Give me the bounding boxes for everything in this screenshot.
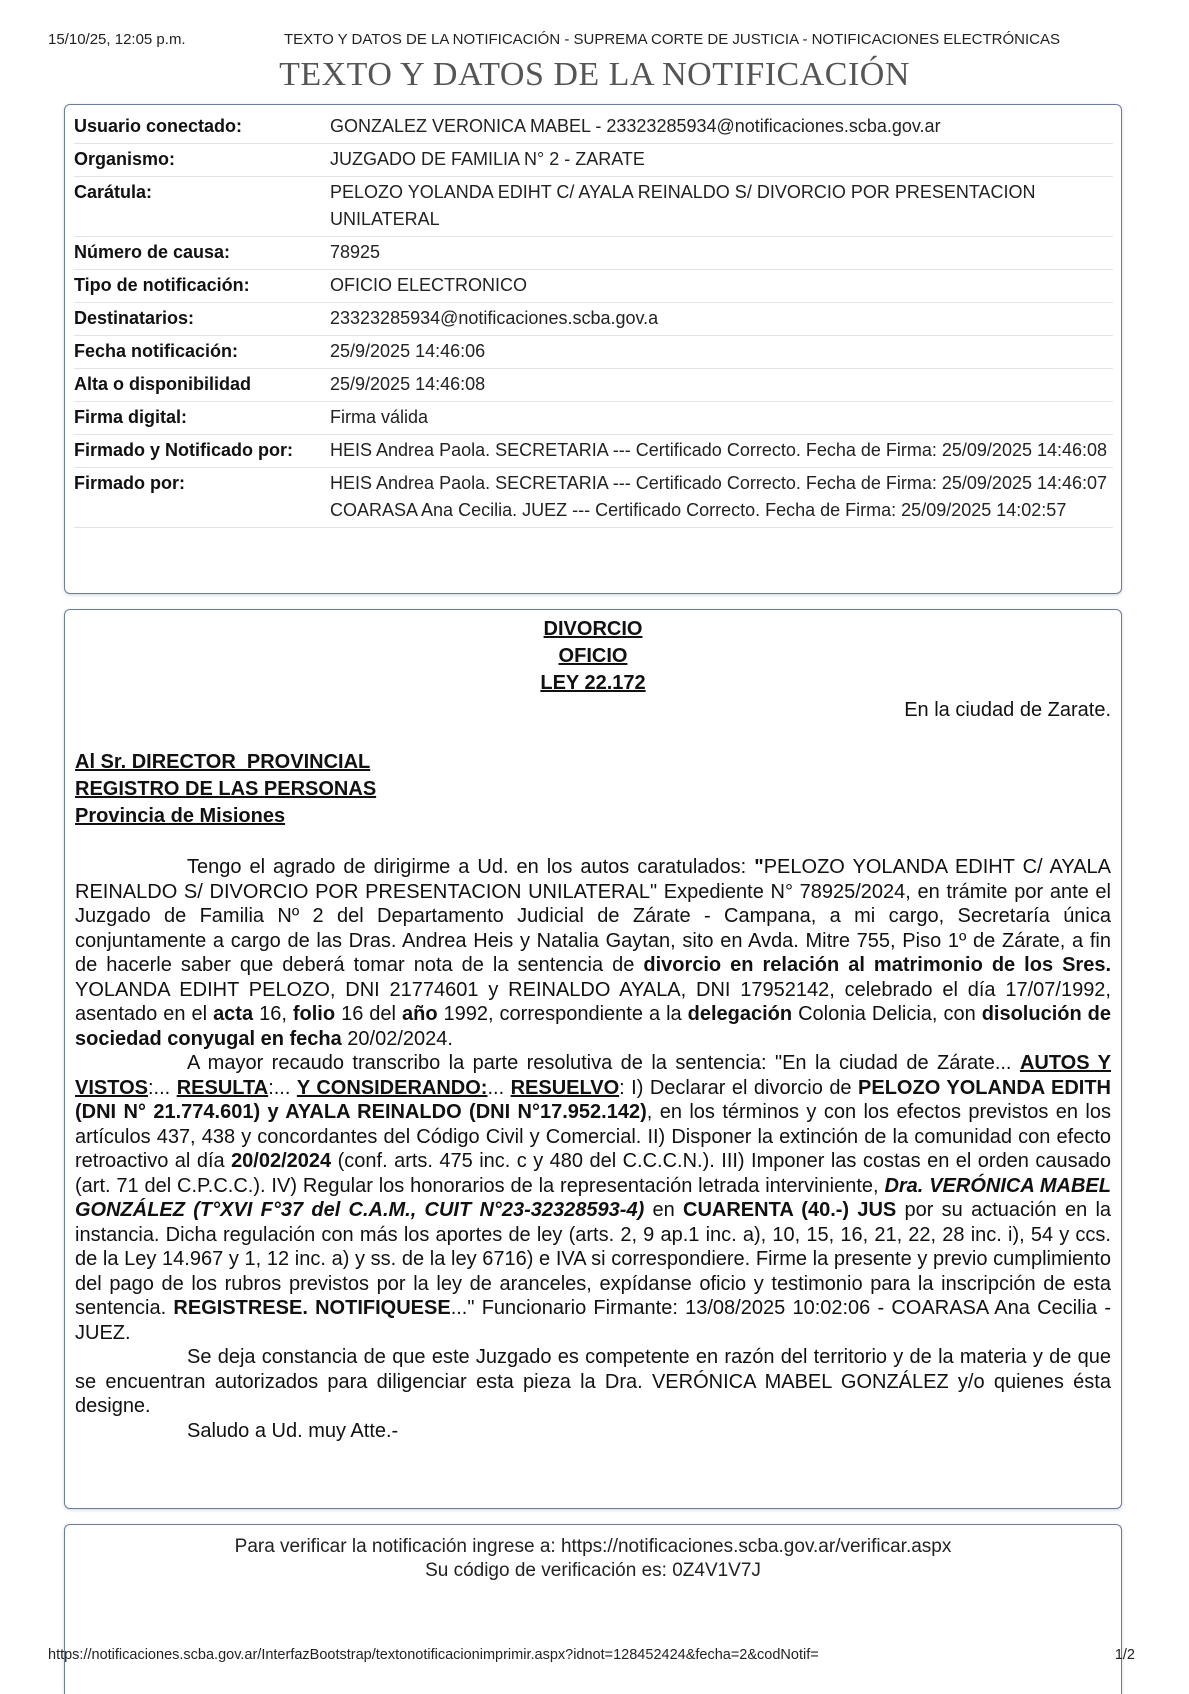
addressee-line: Provincia de Misiones — [75, 805, 286, 827]
info-label: Destinatarios: — [74, 308, 195, 328]
info-row-firmado-por — [74, 468, 1113, 528]
info-value: JUZGADO DE FAMILIA N° 2 - ZARATE — [330, 149, 645, 169]
info-label: Firmado por: — [74, 473, 185, 493]
info-value: 25/9/2025 14:46:08 — [330, 374, 486, 394]
info-row-alta — [74, 369, 1113, 402]
paragraph-1: Tengo el agrado de dirigirme a Ud. en los autos caratulados: "PELOZO YOLANDA EDIHT C/ AYALA REINALDO S/ DIVORCIO POR PRESENTACION UNILATERAL" Expediente N° 78925/2024, en trámite por ante el Juzgado de Familia Nº 2 del Departamento Judicial de Zárate - Campana, a mi cargo, Secretaría única conjuntamente a cargo de las Dras. Andrea Heis y Natalia Gaytan, sito en Avda. Mitre 755, Piso 1º de Zárate, a fin de hacerle saber que deberá tomar nota de la sentencia de divorcio en relación al matrimonio de los Sres. YOLANDA EDIHT PELOZO, DNI 21774601 y REINALDO AYALA, DNI 17952142, celebrado el día 17/07/1992, asentado en el acta 16, folio 16 del año 1992, correspondiente a la delegación Colonia Delicia, con disolución de sociedad conyugal en fecha 20/02/2024. — [75, 856, 1112, 1050]
info-label: Número de causa: — [74, 242, 231, 262]
info-value: 78925 — [330, 242, 381, 262]
info-row-firma-digital — [74, 402, 1113, 435]
info-value: 23323285934@notificaciones.scba.gov.a — [330, 308, 659, 328]
info-row-caratula — [74, 177, 1113, 237]
oficio-panel — [64, 609, 1122, 1509]
footer-url: https://notificaciones.scba.gov.ar/InterfazBootstrap/textonotificacionimprimir.aspx?idnot=128452424&fecha=2&codNotif= — [48, 1647, 819, 1663]
info-value: OFICIO ELECTRONICO — [330, 275, 528, 295]
info-label: Firmado y Notificado por: — [74, 440, 294, 460]
addressee-line: Al Sr. DIRECTOR PROVINCIAL — [75, 751, 371, 773]
heading-oficio: OFICIO — [558, 645, 628, 667]
addressee-line: REGISTRO DE LAS PERSONAS — [75, 778, 377, 800]
info-row-usuario — [74, 111, 1113, 144]
info-value: PELOZO YOLANDA EDIHT C/ AYALA REINALDO S/ DIVORCIO POR PRESENTACION UNILATERAL — [330, 182, 1036, 229]
city-line: En la ciudad de Zarate. — [904, 699, 1111, 721]
print-datetime: 15/10/25, 12:05 p.m. — [48, 31, 186, 48]
oficio-headings — [75, 616, 1111, 697]
info-label: Organismo: — [74, 149, 176, 169]
paragraph-2: A mayor recaudo transcribo la parte resolutiva de la sentencia: "En la ciudad de Zárate... AUTOS Y VISTOS:... RESULTA:... Y CONSIDERANDO:... RESUELVO: I) Declarar el divorcio de PELOZO YOLANDA EDITH (DNI N° 21.774.601) y AYALA REINALDO (DNI N°17.952.142), en los términos y con los efectos previstos en los artículos 437, 438 y concordantes del Código Civil y Comercial. II) Disponer la extinción de la comunidad con efecto retroactivo al día 20/02/2024 (conf. arts. 475 inc. c y 480 del C.C.C.N.). III) Imponer las costas en el orden causado (art. 71 del C.P.C.C.). IV) Regular los honorarios de la representación letrada interviniente, Dra. VERÓNICA MABEL GONZÁLEZ (T°XVI F°37 del C.A.M., CUIT N°23-32328593-4) en CUARENTA (40.-) JUS por su actuación en la instancia. Dicha regulación con más los aportes de ley (arts. 2, 9 ap.1 inc. a), 10, 15, 16, 21, 22, 28 inc. i), 54 y ccs. de la Ley 14.967 y 1, 12 inc. a) y ss. de la ley 6716) e IVA si correspondiere. Firme la presente y previo cumplimiento del pago de los rubros previstos por la ley de aranceles, expídanse oficio y testimonio para la inscripción de esta sentencia. REGISTRESE. NOTIFIQUESE..." Funcionario Firmante: 13/08/2025 10:02:06 - COARASA Ana Cecilia - JUEZ. — [75, 1052, 1112, 1344]
info-value: HEIS Andrea Paola. SECRETARIA --- Certificado Correcto. Fecha de Firma: 25/09/2025 14:46:08 — [330, 440, 1108, 460]
info-value: GONZALEZ VERONICA MABEL - 23323285934@notificaciones.scba.gov.ar — [330, 116, 941, 136]
info-row-tipo — [74, 270, 1113, 303]
page-title: TEXTO Y DATOS DE LA NOTIFICACIÓN — [279, 56, 910, 93]
info-label: Carátula: — [74, 182, 153, 202]
closing: Saludo a Ud. muy Atte.- — [187, 1419, 399, 1442]
info-row-firmado-notificado — [74, 435, 1113, 468]
info-row-fecha — [74, 336, 1113, 369]
info-label: Fecha notificación: — [74, 341, 239, 361]
paragraph-3: Se deja constancia de que este Juzgado es competente en razón del territorio y de la materia y de que se encuentran autorizados para diligenciar esta pieza la Dra. VERÓNICA MABEL GONZÁLEZ y/o quienes ésta designe. — [75, 1346, 1111, 1417]
info-label: Alta o disponibilidad — [74, 374, 251, 394]
info-label: Firma digital: — [74, 407, 188, 427]
info-value: Firma válida — [330, 407, 429, 427]
info-value: 25/9/2025 14:46:06 — [330, 341, 486, 361]
info-row-numero-causa — [74, 237, 1113, 270]
heading-ley: LEY 22.172 — [540, 672, 646, 694]
info-row-organismo — [74, 144, 1113, 177]
heading-divorcio: DIVORCIO — [543, 618, 643, 640]
oficio-body — [75, 855, 1111, 1443]
notification-info-panel — [64, 104, 1122, 594]
print-title: TEXTO Y DATOS DE LA NOTIFICACIÓN - SUPREMA CORTE DE JUSTICIA - NOTIFICACIONES ELECTRÓNICAS — [284, 31, 1060, 48]
info-label: Usuario conectado: — [74, 116, 243, 136]
info-value: HEIS Andrea Paola. SECRETARIA --- Certificado Correcto. Fecha de Firma: 25/09/2025 14:46:07 COARASA Ana Cecilia. JUEZ --- Certificado Correcto. Fecha de Firma: 25/09/2025 14:02:57 — [330, 473, 1108, 520]
verification-code: Su código de verificación es: 0Z4V1V7J — [425, 1560, 761, 1581]
verification-panel — [64, 1524, 1122, 1694]
addressee — [75, 749, 1111, 830]
verification-url: Para verificar la notificación ingrese a: https://notificaciones.scba.gov.ar/verificar.aspx — [234, 1536, 952, 1557]
page-number: 1/2 — [1114, 1647, 1135, 1663]
info-label: Tipo de notificación: — [74, 275, 250, 295]
info-row-destinatarios — [74, 303, 1113, 336]
